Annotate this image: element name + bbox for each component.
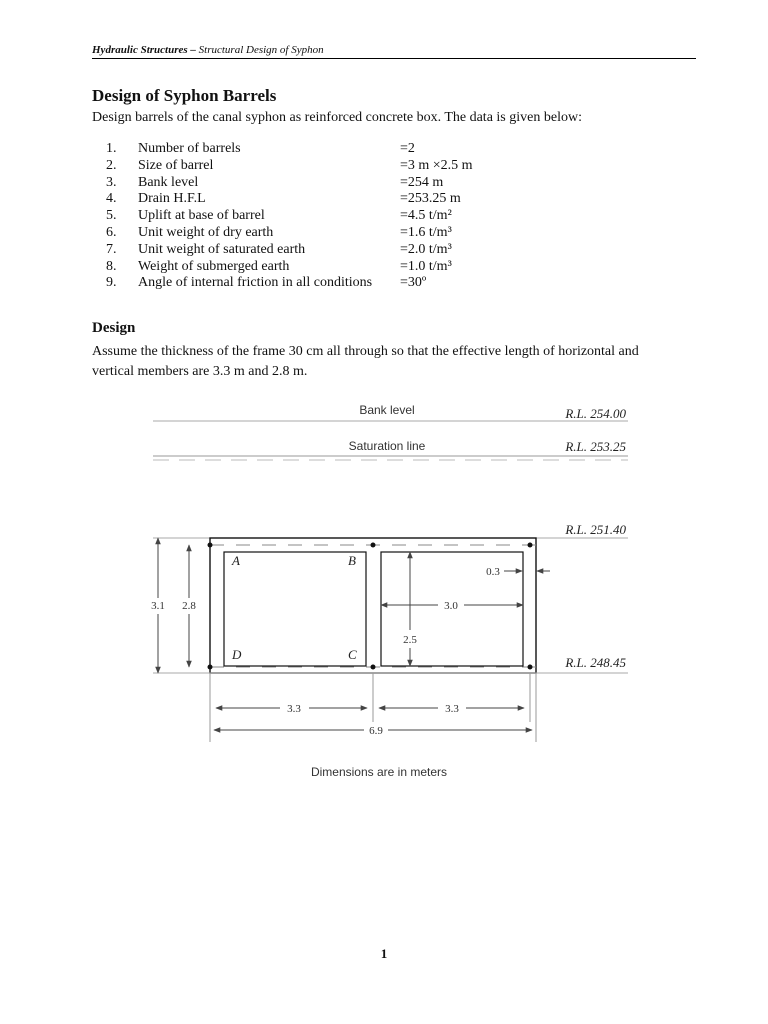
header-title: Hydraulic Structures – bbox=[92, 44, 196, 56]
data-item-number: 1. bbox=[106, 141, 117, 156]
data-list-item bbox=[106, 208, 526, 225]
corner-b-label: B bbox=[348, 553, 356, 568]
corner-a-label: A bbox=[232, 553, 240, 568]
data-item-label: Size of barrel bbox=[138, 157, 214, 173]
figure-caption: Dimensions are in meters bbox=[310, 765, 448, 779]
total-width-label: 6.9 bbox=[369, 725, 383, 737]
data-list-item bbox=[106, 175, 526, 192]
data-item-label: Unit weight of dry earth bbox=[138, 224, 274, 240]
page-number: 1 bbox=[380, 946, 388, 961]
bottom-rl-label: R.L. 248.45 bbox=[565, 655, 626, 670]
data-item-label: Drain H.F.L bbox=[138, 191, 206, 207]
joint-a-dot bbox=[208, 543, 213, 548]
bank-rl-label: R.L. 254.00 bbox=[565, 406, 626, 421]
corner-d-label: D bbox=[232, 647, 242, 662]
joint-d-dot bbox=[208, 665, 213, 670]
inner-width-label: 3.0 bbox=[444, 600, 458, 612]
data-item-value: =4.5 t/m² bbox=[400, 208, 452, 224]
outer-height-label: 3.1 bbox=[151, 600, 165, 612]
joint-b-dot bbox=[371, 543, 376, 548]
span-left-label: 3.3 bbox=[287, 703, 301, 715]
effective-height-label: 2.8 bbox=[182, 600, 196, 612]
data-item-number: 3. bbox=[106, 174, 117, 190]
data-item-number: 9. bbox=[106, 275, 117, 291]
barrel-section-diagram bbox=[138, 392, 648, 788]
data-item-value: =3 m ×2.5 m bbox=[400, 157, 473, 173]
joint-top-right-dot bbox=[528, 543, 533, 548]
joint-bottom-right-dot bbox=[528, 665, 533, 670]
data-item-label: Uplift at base of barrel bbox=[138, 208, 265, 224]
data-list-item bbox=[106, 141, 526, 158]
left-cell bbox=[224, 552, 366, 666]
saturation-line-label: Saturation line bbox=[348, 439, 426, 453]
header-subtitle: Structural Design of Syphon bbox=[198, 44, 324, 56]
design-paragraph: Assume the thickness of the frame 30 cm all through so that the effective length of horizontal and vertical members are 3.3 m and 2.8 m. bbox=[92, 344, 639, 379]
running-header bbox=[92, 44, 696, 59]
data-item-value: =2.0 t/m³ bbox=[400, 241, 452, 257]
data-item-number: 7. bbox=[106, 241, 117, 257]
data-item-number: 2. bbox=[106, 157, 117, 173]
inner-height-label: 2.5 bbox=[403, 634, 417, 646]
data-item-value: =1.0 t/m³ bbox=[400, 258, 452, 274]
data-list-item bbox=[106, 275, 526, 292]
data-item-value: =2 bbox=[400, 141, 415, 156]
data-item-number: 6. bbox=[106, 224, 117, 240]
data-item-label: Angle of internal friction in all conditions bbox=[138, 275, 373, 291]
joint-c-dot bbox=[371, 665, 376, 670]
data-list bbox=[106, 141, 526, 292]
data-item-value: =30º bbox=[400, 275, 427, 291]
thickness-dim-label: 0.3 bbox=[486, 566, 500, 578]
data-item-value: =254 m bbox=[400, 174, 444, 190]
data-list-item bbox=[106, 259, 526, 276]
intro-paragraph: Design barrels of the canal syphon as reinforced concrete box. The data is given below: bbox=[92, 110, 582, 125]
data-list-item bbox=[106, 242, 526, 259]
data-item-number: 8. bbox=[106, 258, 117, 274]
data-item-label: Bank level bbox=[138, 174, 199, 190]
syphon-barrel-figure bbox=[138, 392, 648, 788]
saturation-rl-label: R.L. 253.25 bbox=[565, 439, 626, 454]
data-item-label: Unit weight of saturated earth bbox=[138, 241, 306, 257]
data-item-value: =253.25 m bbox=[400, 191, 461, 207]
data-item-number: 5. bbox=[106, 208, 117, 224]
span-right-label: 3.3 bbox=[445, 703, 459, 715]
data-item-label: Weight of submerged earth bbox=[138, 258, 290, 274]
data-item-label: Number of barrels bbox=[138, 141, 241, 156]
data-list-item bbox=[106, 225, 526, 242]
data-list-item bbox=[106, 158, 526, 175]
data-item-number: 4. bbox=[106, 191, 117, 207]
data-item-value: =1.6 t/m³ bbox=[400, 224, 452, 240]
top-rl-label: R.L. 251.40 bbox=[565, 522, 626, 537]
bank-level-label: Bank level bbox=[359, 403, 415, 417]
data-list-item bbox=[106, 191, 526, 208]
corner-c-label: C bbox=[348, 647, 357, 662]
section-title: Design of Syphon Barrels bbox=[92, 86, 277, 105]
design-heading: Design bbox=[92, 320, 136, 336]
